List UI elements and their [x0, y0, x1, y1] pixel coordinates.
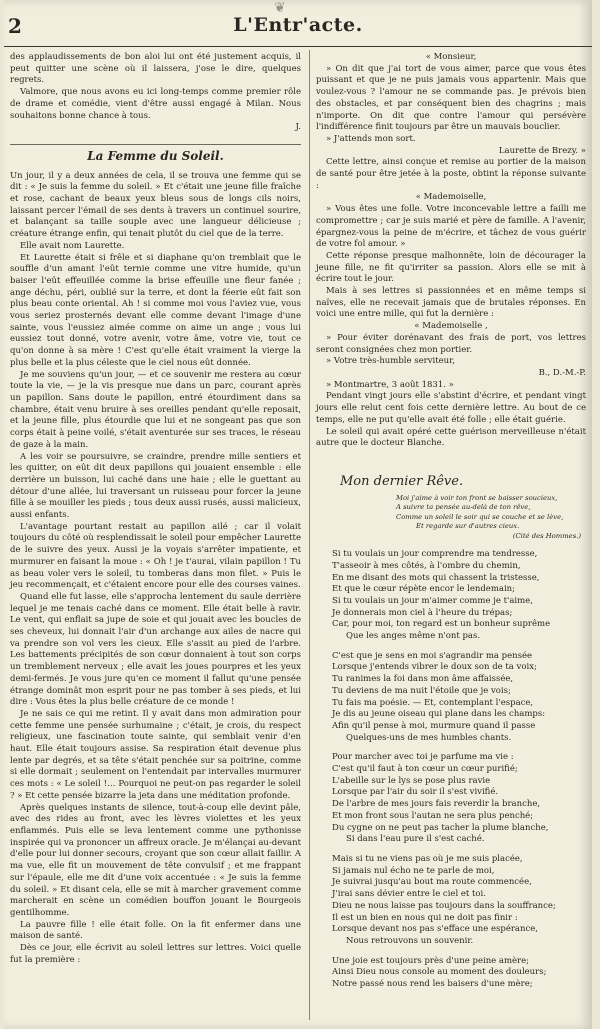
poem-line: L'abeille sur le lys se pose plus ravie [332, 775, 491, 786]
poem-body [316, 549, 586, 991]
column-divider [309, 50, 310, 1020]
epigraph-line: Moi j'aime à voir ton front se baisser soucieux, [396, 493, 558, 502]
paragraph: » Pour éviter dorénavant des frais de port, vos lettres seront consignées chez mon portier. [316, 332, 586, 355]
paragraph: » Vous êtes une folle. Votre inconcevable lettre a failli me compromettre ; car je suis marié et père de famille. A l'avenir, épargnez-vous la peine de m'écrire, et tâchez de vous guérir de votre fol amour. » [316, 204, 586, 250]
poem-line: Tu ranimes la foi dans mon âme affaissée, [332, 674, 514, 685]
poem-line: Dieu ne nous laisse pas toujours dans la souffrance; [332, 900, 556, 911]
poem-line: De l'arbre de mes jours fais reverdir la branche, [332, 799, 541, 810]
paragraph: Quand elle fut lasse, elle s'approcha lentement du saule derrière lequel je me tenais caché dans ce moment. Elle était belle à ravir. Le vent, qui enflait sa jupe de soie et qui jouait avec les boucles de ses cheveux, lui donnait l'air d'un archange aux ailes de nacre qui va prendre son vol vers les cieux. Elle s'assit au pied de l'arbre. Les battements précipités de son cœur donnaient à tout son corps un tremblement nerveux ; elle avait les joues pourpres et les yeux demi-fermés. Je vous jure qu'en ce moment il fallut qu'une pensée étrange dominât mon esprit pour ne pas tomber à ses pieds, et lui dire : Vous êtes la plus belle créature de ce monde ! [10, 591, 301, 708]
journal-title: L'Entr'acte. [233, 14, 363, 36]
article-title: La Femme du Soleil. [10, 144, 301, 163]
article-body-continued [316, 157, 586, 368]
article-conclusion [316, 391, 586, 450]
letter-salutation: « Monsieur, [425, 52, 477, 62]
header-ornament-icon: ❦ [274, 0, 286, 16]
poem-line: Nous retrouvons un souvenir. [346, 935, 474, 946]
poem-line: Si jamais nul écho ne te parle de moi, [332, 865, 495, 876]
paragraph: L'avantage pourtant restait au papillon ailé ; car il volait toujours du côté où resplendissait le soleil pour empêcher Laurette de le suivre des yeux. Aussi je la voyais s'arrêter impatiente, et murmurer en faisant la moue : « Oh ! je t'aurai, vilain papillon ! Tu as beau voler vers le soleil, tu tomberas dans mon filet. » Puis le jeu recommençait, et c'étaient encore pour elle des courses vaines. [10, 521, 301, 591]
epigraph-line: Et regarde sur d'autres cieux. [416, 522, 520, 531]
paragraph: La pauvre fille ! elle était folle. On la fit enfermer dans une maison de santé. [10, 919, 301, 942]
poem-line: Du cygne on ne peut pas tacher la plume blanche, [332, 822, 549, 833]
letter-paragraph: » On dit que j'ai tort de vous aimer, parce que vous êtes puissant et que je ne puis jamais vous appartenir. Mais que voulez-vous ? l'amour ne se commande pas. Je prévois bien des obstacles, et par conséquent bien des chagrins ; mais n'importe. On dit que contre l'amour qui persévère l'indifférence finit toujours par être un mauvais bouclier. [316, 63, 586, 133]
poem-line: T'asseoir à mes côtés, à l'ombre du chemin, [332, 560, 521, 571]
poem-line: Tu fais ma poésie. — Et, contemplant l'espace, [332, 697, 534, 708]
letter-paragraph: » J'attends mon sort. [326, 133, 416, 144]
poem-line: C'est qu'il faut à ton cœur un cœur purifié; [332, 764, 518, 775]
poem-epigraph [396, 494, 581, 542]
poem-stanza [332, 752, 586, 846]
poem-line: Je dis au jeune oiseau qui plane dans les champs: [332, 709, 546, 720]
poem-line: Je donnerais mon ciel à l'heure du trépas; [332, 607, 513, 618]
poem-line: J'irai sans dévier entre le ciel et toi. [332, 889, 486, 900]
page-number: 2 [8, 14, 22, 38]
poem-stanza [332, 549, 586, 643]
paragraph: « Mademoiselle, [415, 192, 487, 203]
intro-paragraph: des applaudissements de bon aloi lui ont été justement acquis, il peut quitter une scène où il laissera, j'ose le dire, quelques regrets. [10, 52, 301, 86]
page-header [4, 0, 592, 47]
paragraph: » Votre très-humble serviteur, [326, 356, 455, 367]
poem-stanza [332, 651, 586, 745]
paragraph: Et Laurette était si frêle et si diaphane qu'on tremblait que le souffle d'un amant l'eût ternie comme une vitre humide, qu'un baiser l'eût effeuillée comme la brise effeuille une fleur fanée ; ange déchu, péri, oublié sur la terre, et dont la féerie eût fait son plus beau conte oriental. Ah ! si comme moi vous l'aviez vue, vous vous seriez prosternés devant elle comme devant l'image d'une sainte, vous l'eussiez aimée comme on aime un ange ; vous lui eussiez tout donné, votre avenir, votre âme, votre vie, tout ce qu'on donne à sa mère ! C'est qu'elle était vraiment la vierge la plus belle et la plus céleste que le ciel nous eût donnée. [10, 252, 301, 368]
letter-signature: B., D.-M.-P. [538, 367, 586, 378]
poem-line: Pour marcher avec toi je parfume ma vie : [332, 752, 514, 763]
paragraph: Dès ce jour, elle écrivit au soleil lettres sur lettres. Voici quelle fut la première : [10, 943, 301, 965]
paragraph: Le soleil qui avait opéré cette guérison merveilleuse n'était autre que le docteur Blanche. [316, 426, 586, 449]
poem-line: Lorsque par l'air du soir il s'est vivifié. [332, 787, 499, 798]
paragraph: A les voir se poursuivre, se craindre, prendre mille sentiers et les quitter, on eût dit deux papillons qui jouaient ensemble : elle derrière un buisson, lui caché dans une haie ; elle le guettant au détour d'une allée, lui traversant un ruisseau pour forcer la jeune fille à se mouiller les pieds ; tous deux aussi rusés, aussi malicieux, aussi enfants. [10, 451, 301, 521]
letter-date: » Montmartre, 3 août 1831. » [326, 379, 454, 390]
paragraph: Un jour, il y a deux années de cela, il se trouva une femme qui se dit : « Je suis la femme du soleil. » Et c'était une jeune fille fraîche et rose, cachant de beaux yeux bleus sous de longs cils noirs, laissant percer l'émail de ses dents à travers un continuel sourire, et balançant sa taille souple avec une langueur délicieuse ; créature étrange enfin, qui tenait plutôt du ciel que de la terre. [10, 170, 301, 240]
poem-stanza [332, 956, 586, 991]
article-body [10, 171, 301, 967]
paragraph: Pendant vingt jours elle s'abstint d'écrire, et pendant vingt jours elle relut cent fois cette dernière lettre. Au bout de ce temps, elle ne put qu'elle avait été folle ; elle était guérie. [316, 391, 586, 425]
poem-line: En me disant des mots qui chassent la tristesse, [332, 572, 540, 583]
paragraph: Je ne sais ce qui me retint. Il y avait dans mon admiration pour cette femme une pensée surhumaine ; c'était, je crois, du respect religieux, une fascination toute sainte, qui semblait venir d'en haut. Elle était toujours assise. Sa respiration était devenue plus lente par degrés, et sa tête s'était penchée sur sa poitrine, comme si elle dormait ; seulement on l'entendait par intervalles murmurer ces mots : « Le soleil !… Pourquoi ne peut-on pas regarder le soleil ? » Et cette pensée bizarre la jeta dans une méditation profonde. [10, 708, 301, 801]
right-column [316, 52, 586, 991]
poem-line: Il est un bien en nous qui ne doit pas finir : [332, 912, 518, 923]
poem-line: Et que le cœur répète encor le lendemain; [332, 584, 516, 595]
poem-line: Quelques-uns de mes humbles chants. [346, 732, 512, 743]
poem-line: Car, pour moi, ton regard est un bonheur suprême [332, 619, 551, 630]
epigraph-line: A suivre ta pensée au-delà de ton rêve, [396, 503, 531, 512]
poem-line: Mais si tu ne viens pas où je me suis placée, [332, 853, 523, 864]
paragraph: Cette réponse presque malhonnête, loin de décourager la jeune fille, ne fit qu'irriter sa passion. Alors elle se mit à écrire tout le jour. [316, 250, 586, 285]
paragraph: Mais à ses lettres si passionnées et en même temps si naïves, elle ne recevait jamais que de brutales réponses. En voici une entre mille, qui fut la dernière : [316, 286, 586, 320]
newspaper-page [4, 0, 592, 1029]
poem-line: Lorsque j'entends vibrer le doux son de ta voix; [332, 662, 537, 673]
poem-line: Si tu voulais un jour m'aimer comme je t'aime, [332, 595, 533, 606]
left-column [10, 52, 301, 966]
poem-title: Mon dernier Rêve. [340, 473, 464, 489]
poem-line: Que les anges même n'ont pas. [346, 631, 481, 642]
paragraph: « Mademoiselle , [414, 321, 488, 332]
paragraph: Elle avait nom Laurette. [20, 240, 125, 251]
intro-paragraph: Valmore, que nous avons eu ici long-temps comme premier rôle de drame et comédie, vient d'être aussi engagé à Milan. Nous souhaitons bonne chance à tous. [10, 87, 301, 121]
poem-line: Notre passé nous rend les baisers d'une mère; [332, 979, 533, 990]
epigraph-line: Comme un soleil le soir qui se couche et se lève, [396, 512, 564, 521]
poem-line: Si dans l'eau pure il s'est caché. [346, 834, 485, 845]
paragraph: Je me souviens qu'un jour, — et ce souvenir me restera au cœur toute la vie, — je la vis presque nue dans un parc, courant après un papillon. Sans doute le papillon, entré étourdiment dans sa chambre, était venu bruire à ses oreilles pendant qu'elle reposait, et la jeune fille, plus étourdie que lui et ne songeant pas que son corps était à peine voilé, s'était aventurée sur ses traces, le réseau de gaze à la main. [10, 369, 301, 450]
paragraph: Cette lettre, ainsi conçue et remise au portier de la maison de santé pour être jetée à la poste, obtint la réponse suivante : [316, 157, 586, 191]
poem-line: Je suivrai jusqu'au bout ma route commencée, [332, 877, 532, 888]
poem-line: Tu deviens de ma nuit l'étoile que je vois; [332, 685, 511, 696]
letter-signature: Laurette de Brezy. » [498, 145, 586, 156]
poem-line: Une joie est toujours près d'une peine amère; [332, 955, 530, 966]
intro-signature: J. [295, 122, 301, 133]
epigraph-source: (Cité des Hommes.) [512, 531, 581, 540]
paragraph: Après quelques instants de silence, tout-à-coup elle devint pâle, avec des rides au front, avec les lèvres violettes et les yeux enflammés. Puis elle se leva lentement comme une pythonisse inspirée qui va prononcer un affreux oracle. Je m'élançai au-devant d'elle pour lui donner secours, croyant que son cœur allait faillir. A ma vue, elle fit un mouvement de tête convulsif ; et me frappant sur l'épaule, elle me dit d'une voix accentuée : « Je suis la femme du soleil. » Et disant cela, elle se mit à marcher gravement comme marcherait en scène un comédien bouffon jouant le Bourgeois gentilhomme. [10, 802, 301, 918]
poem-line: Afin qu'il pense à moi, murmure quand il passe [332, 720, 536, 731]
poem-line: Lorsque devant nos pas s'efface une espérance, [332, 924, 538, 935]
poem-line: Ainsi Dieu nous console au moment des douleurs; [332, 967, 547, 978]
poem-line: Et mon front sous l'autan ne sera plus penché; [332, 810, 534, 821]
poem-line: C'est que je sens en moi s'agrandir ma pensée [332, 650, 533, 661]
poem-stanza [332, 854, 586, 948]
poem-line: Si tu voulais un jour comprendre ma tendresse, [332, 549, 538, 560]
